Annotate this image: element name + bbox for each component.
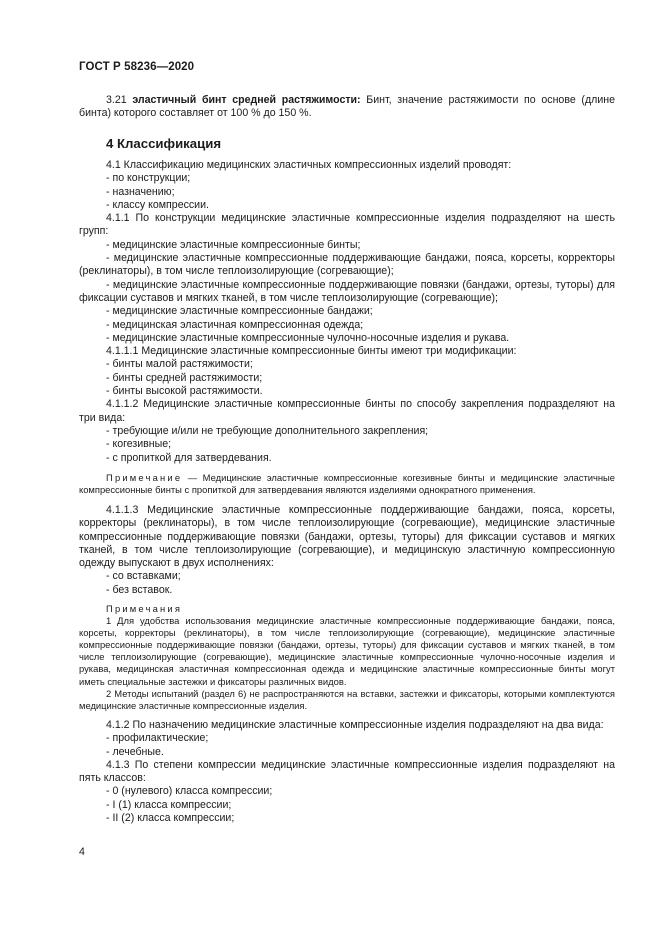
definition-3-21 [79,94,615,121]
standard-header: ГОСТ Р 58236—2020 [79,61,195,73]
list-item: - со вставками; [106,570,181,583]
list-item: - лечебные. [106,745,164,758]
definition-text: Бинт, значение растяжимости по основе (длине бинта) которого составляет от 100 % до 150 %. [79,94,615,120]
notes-block [79,603,615,712]
list-item: - требующие и/или не требующие дополнительного закрепления; [106,424,429,437]
definition-number: 3.21 [106,94,127,106]
list-item: - медицинские эластичные компрессионные поддерживающие бандажи, пояса, корсеты, корректоры (реклинаторы), в том числе теплоизолирующие (согревающие); [79,252,615,278]
list-item: - по конструкции; [106,172,191,185]
note-block [79,472,615,496]
paragraph-4-1-1: 4.1.1 По конструкции медицинские эластичные компрессионные изделия подразделяют на шесть групп: [79,212,615,238]
classification-block [79,159,615,465]
note-item: 1 Для удобства использования медицинские эластичные компрессионные поддерживающие бандажи, пояса, корсеты, корректоры (реклинаторы), в том числе теплоизолирующие (согревающие), медицинские эластичные компрессионные поддерживающие повязки (бандажи, ортезы, туторы) для фиксации суставов и мягких тканей, в том числе теплоизолирующие (согревающие), медицинские эластичные компрессионные чулочно-носочные изделия и рукава, медицинская эластичная компрессионная одежда и медицинские эластичные компрессионные бинты могут иметь специальные застежки и фиксаторы различных видов. [79,615,615,687]
note-item: 2 Методы испытаний (раздел 6) не распространяются на вставки, застежки и фиксаторы, которыми комплектуются медицинские эластичные компрессионные изделия. [79,687,615,711]
paragraph-4-1-1-3: 4.1.1.3 Медицинские эластичные компрессионные поддерживающие бандажи, пояса, корсеты, корректоры (реклинаторы), в том числе теплоизолирующие (согревающие), медицинские эластичные компрессионные поддерживающие повязки (бандажи, ортезы, туторы) для фиксации суставов и мягких тканей, в том числе теплоизолирующие (согревающие), и медицинскую эластичную компрессионную одежду выпускают в двух исполнениях: [79,504,615,570]
list-item: - бинты малой растяжимости; [106,358,253,371]
list-item: - без вставок. [106,583,173,596]
paragraph-4-1-1-2: 4.1.1.2 Медицинские эластичные компрессионные бинты по способу закрепления подразделяют на три вида: [79,398,615,424]
list-item: - медицинская эластичная компрессионная одежда; [106,318,364,331]
list-item: - с пропиткой для затвердевания. [106,451,272,464]
definition-term: эластичный бинт средней растяжимости: [132,94,361,106]
list-item: - профилактические; [106,732,209,745]
list-item: - 0 (нулевого) класса компрессии; [106,785,273,798]
list-item: - медицинские эластичные компрессионные бинты; [106,238,361,251]
note-label: Примечание [106,472,183,483]
paragraph-4-1-1-3-block [79,504,615,597]
list-item: - назначению; [106,185,175,198]
list-item: - II (2) класса компрессии; [106,812,235,825]
notes-label: Примечания [106,603,183,614]
paragraph-4-1-1-1: 4.1.1.1 Медицинские эластичные компрессионные бинты имеют три модификации: [106,345,517,358]
classification-block-2 [79,719,615,825]
paragraph-4-1: 4.1 Классификацию медицинских эластичных компрессионных изделий проводят: [106,159,512,171]
note-text: — Медицинские эластичные компрессионные когезивные бинты и медицинские эластичные компрессионные бинты с пропиткой для затвердевания являются изделиями однократного применения. [79,472,615,496]
list-item: - медицинские эластичные компрессионные чулочно-носочные изделия и рукава. [106,331,510,344]
paragraph-4-1-3: 4.1.3 По степени компрессии медицинские эластичные компрессионные изделия подразделяют на пять классов: [79,758,615,785]
list-item: - классу компрессии. [106,198,209,211]
list-item: - медицинские эластичные компрессионные бандажи; [106,305,373,318]
paragraph-4-1-2: 4.1.2 По назначению медицинские эластичные компрессионные изделия подразделяют на два вида: [106,719,604,731]
list-item: - бинты высокой растяжимости. [106,385,263,398]
section-title: 4 Классификация [106,136,222,151]
page-number: 4 [79,846,85,858]
list-item: - медицинские эластичные компрессионные поддерживающие повязки (бандажи, ортезы, туторы) для фиксации суставов и мягких тканей, в том числе теплоизолирующие (согревающие); [79,278,615,304]
list-item: - I (1) класса компрессии; [106,798,232,811]
list-item: - когезивные; [106,438,172,451]
list-item: - бинты средней растяжимости; [106,371,263,384]
